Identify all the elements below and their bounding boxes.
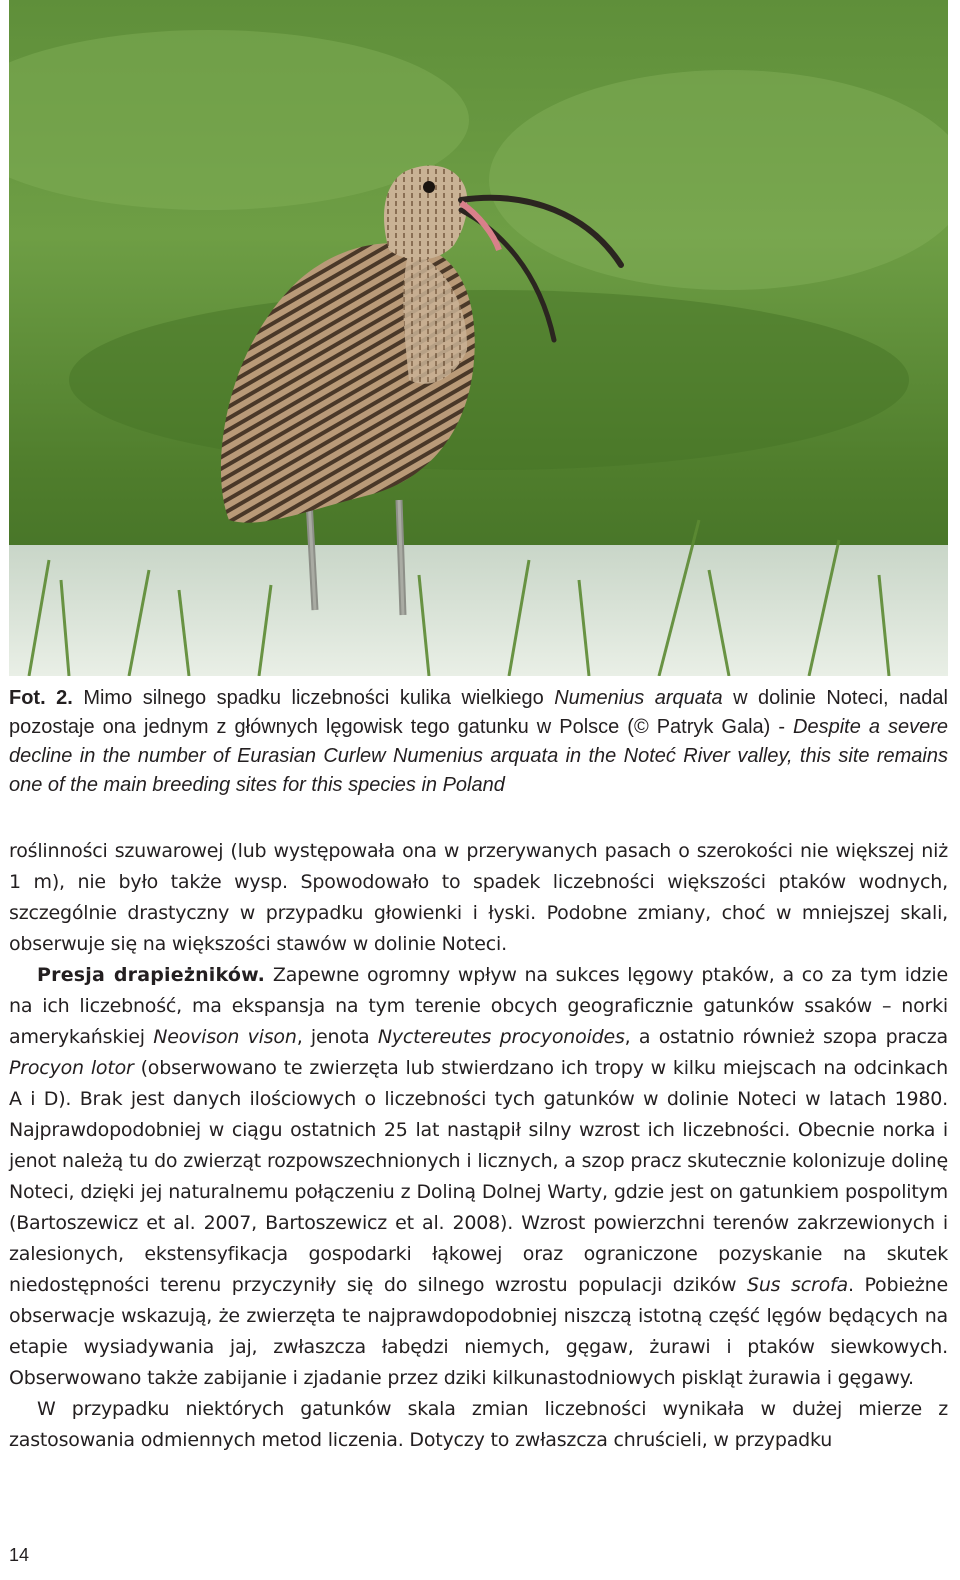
species-procyon: Procyon lotor [9,1057,134,1079]
section-heading: Presja drapieżników. [37,964,266,986]
paragraph-2 [9,960,948,1394]
caption-text-en: Despite a severe decline in the number of Eurasian Curlew Numenius arquata in the Noteć River valley, this site remains one of the main breeding sites for this species in Poland [9,716,948,796]
body-text [9,836,948,1456]
paragraph-2-part-c: , a ostatnio również szopa pracza [624,1026,948,1048]
caption-text-pl-1: Mimo silnego spadku liczebności kulika wielkiego [83,687,555,709]
figure-label: Fot. 2. [9,687,73,709]
paragraph-3: W przypadku niektórych gatunków skala zmian liczebności wynikała w dużej mierze z zastosowania odmiennych metod liczenia. Dotyczy to zwłaszcza chruścieli, w przypadku [9,1398,948,1451]
paragraph-1: roślinności szuwarowej (lub występowała ona w przerywanych pasach o szerokości nie większej niż 1 m), nie było także wysp. Spowodowało to spadek liczebności większości ptaków wodnych, szczególnie drastyczny w przypadku głowienki i łyski. Podobne zmiany, choć w mniejszej skali, obserwuje się na większości stawów w dolinie Noteci. [9,840,948,955]
page-number: 14 [9,1545,30,1565]
paragraph-2-part-b: , jenota [296,1026,378,1048]
paragraph-2-part-e: . Pobieżne obserwacje wskazują, że zwierzęta te najprawdopodobniej niszczą istotną część lęgów będących na etapie wysiadywania jaj, zwłaszcza łabędzi niemych, gęgaw, żurawi i ptaków siewkowych. Obserwowano także zabijanie i zjadanie przez dziki kilkunastodniowych piskląt żurawia i gęgawy. [9,1274,948,1389]
species-neovison: Neovison vison [153,1026,297,1048]
paragraph-2-part-a: Zapewne ogromny wpływ na sukces lęgowy ptaków, a co za tym idzie na ich liczebność, ma ekspansja na tym terenie obcych geograficznie gatunków ssaków – norki amerykańskiej [9,964,948,1048]
species-sus: Sus scrofa [746,1274,848,1296]
curlew-photo [9,0,948,676]
species-nyctereutes: Nyctereutes procyonoides [377,1026,625,1048]
caption-species-name: Numenius arquata [554,687,723,709]
paragraph-2-part-d: (obserwowano te zwierzęta lub stwierdzano ich tropy w kilku miejscach na odcinkach A i D). Brak jest danych ilościowych o liczebności tych gatunków w dolinie Noteci w latach 1980. Najprawdopodobniej w ciągu ostatnich 25 lat nastąpił silny wzrost ich liczebności. Obecnie norka i jenot należą tu do zwierząt rozpowszechnionych i licznych, a szop pracz skutecznie kolonizuje dolinę Noteci, dzięki jej naturalnemu połączeniu z Doliną Dolnej Warty, gdzie jest on gatunkiem pospolitym (Bartoszewicz et al. 2007, Bartoszewicz et al. 2008). Wzrost powierzchni terenów zakrzewionych i zalesionych, ekstensyfikacja gospodarki łąkowej oraz ograniczone pozyskanie na skutek niedostępności terenu przyczyniły się do silnego wzrostu populacji dzików [9,1057,948,1296]
figure-caption [9,684,948,800]
caption-text-pl-2: w dolinie Noteci, nadal pozostaje ona jednym z głównych lęgowisk tego gatunku w Polsce (© Patryk Gala) - [9,687,948,738]
